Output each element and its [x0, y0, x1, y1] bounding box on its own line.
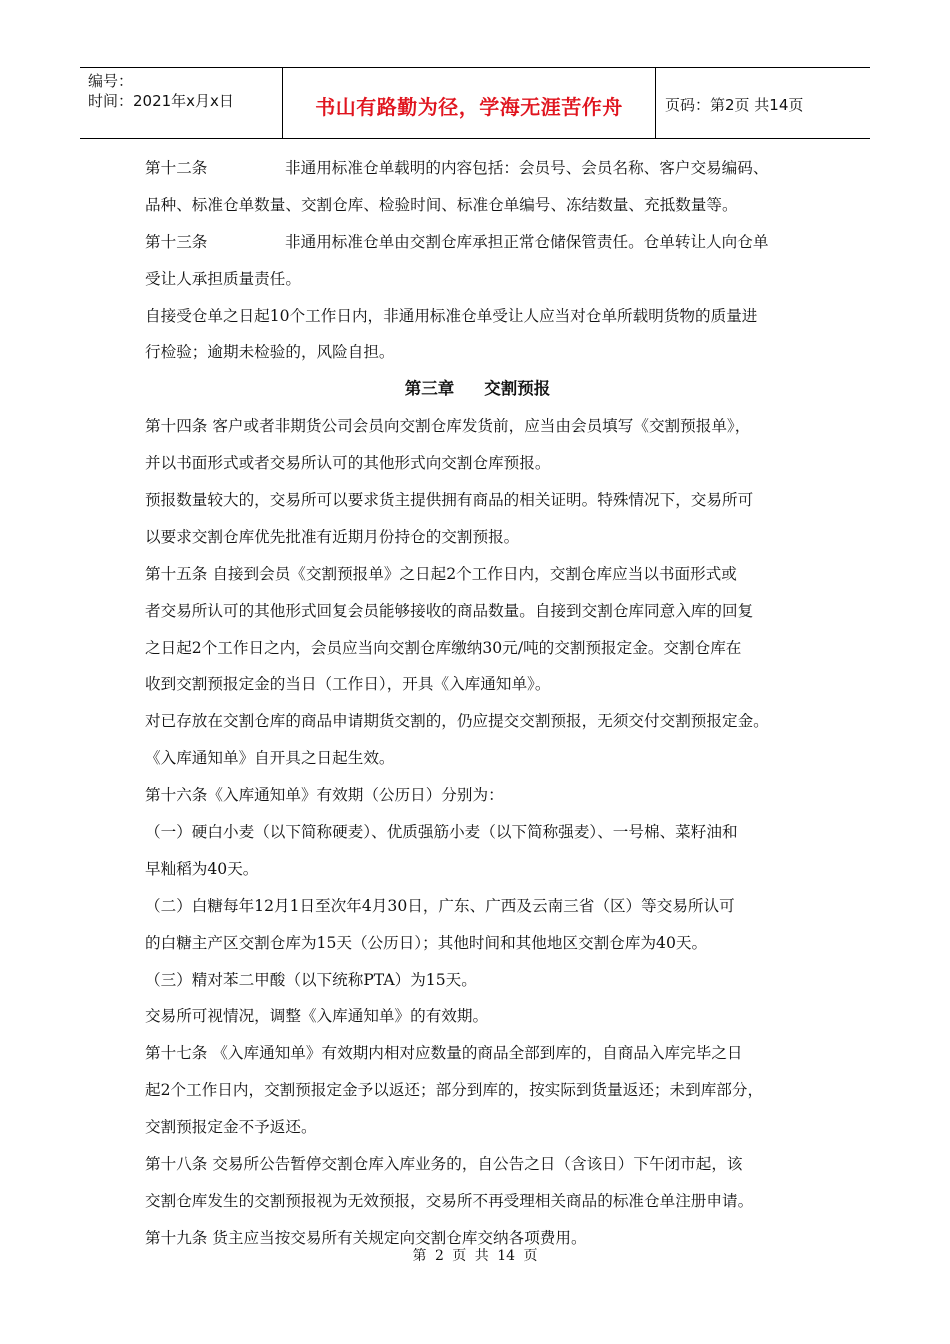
line-text: （二）白糖每年12月1日至次年4月30日，广东、广西及云南三省（区）等交易所认可: [145, 896, 735, 915]
text-line: [145, 1183, 810, 1220]
line-text: 品种、标准仓单数量、交割仓库、检验时间、标准仓单编号、冻结数量、充抵数量等。: [145, 195, 738, 214]
header-page-info: 页码：第2页 共14页: [665, 95, 804, 114]
line-text: 交割仓库发生的交割预报视为无效预报，交易所不再受理相关商品的标准仓单注册申请。: [145, 1191, 754, 1210]
article-number: 第十三条: [145, 232, 208, 251]
line-text: 自接受仓单之日起10个工作日内，非通用标准仓单受让人应当对仓单所载明货物的质量进: [145, 306, 758, 325]
document-header: [80, 67, 870, 139]
line-text: 第十九条 货主应当按交易所有关规定向交割仓库交纳各项费用。: [145, 1228, 587, 1247]
line-text: 者交易所认可的其他形式回复会员能够接收的商品数量。自接到交割仓库同意入库的回复: [145, 601, 754, 620]
chapter-number: 第三章: [404, 379, 455, 399]
line-text: 交割预报定金不予返还。: [145, 1118, 317, 1137]
line-text: （三）精对苯二甲酸（以下统称PTA）为15天。: [145, 970, 477, 989]
page-footer: 第 2 页 共 14 页: [412, 1248, 538, 1264]
line-text: 以要求交割仓库优先批准有近期月份持仓的交割预报。: [145, 527, 520, 546]
text-line: [145, 962, 810, 999]
text-line: [145, 777, 810, 814]
text-line: [145, 1109, 810, 1146]
text-line: [145, 1146, 810, 1183]
text-line: [145, 519, 810, 556]
header-page-cell: [656, 68, 870, 138]
text-line: [145, 814, 810, 851]
header-slogan-cell: [283, 68, 656, 138]
header-meta-cell: [80, 68, 283, 138]
text-line: [145, 1035, 810, 1072]
line-text: 非通用标准仓单由交割仓库承担正常仓储保管责任。仓单转让人向仓单: [285, 232, 769, 251]
line-text: 非通用标准仓单载明的内容包括：会员号、会员名称、客户交易编码、: [285, 159, 769, 177]
line-text: 第十六条《入库通知单》有效期（公历日）分别为：: [145, 786, 504, 805]
line-text: 早籼稻为40天。: [145, 859, 259, 878]
line-text: 行检验；逾期未检验的，风险自担。: [145, 343, 395, 362]
slogan: 书山有路勤为径，学海无涯苦作舟: [315, 94, 623, 119]
chapter-heading: [145, 371, 810, 408]
line-text: 收到交割预报定金的当日（工作日），开具《入库通知单》。: [145, 675, 551, 694]
line-text: 起2个工作日内，交割预报定金予以返还；部分到库的，按实际到货量返还；未到库部分，: [145, 1081, 764, 1100]
text-line: [145, 703, 810, 740]
line-text: 交易所可视情况，调整《入库通知单》的有效期。: [145, 1007, 489, 1026]
text-line: [145, 482, 810, 519]
text-line: [145, 851, 810, 888]
text-line: [145, 630, 810, 667]
text-line: [145, 666, 810, 703]
serial-number-label: 编号：: [88, 72, 134, 90]
text-line: [145, 1072, 810, 1109]
line-text: 对已存放在交割仓库的商品申请期货交割的，仍应提交交割预报，无须交付交割预报定金。: [145, 712, 769, 731]
line-text: 第十五条 自接到会员《交割预报单》之日起2个工作日内，交割仓库应当以书面形式或: [145, 564, 737, 583]
text-line: [145, 593, 810, 630]
text-line: [145, 740, 810, 777]
line-text: 并以书面形式或者交易所认可的其他形式向交割仓库预报。: [145, 454, 551, 473]
line-text: 第十八条 交易所公告暂停交割仓库入库业务的，自公告之日（含该日）下午闭市起，该: [145, 1155, 743, 1174]
article-number: 第十二条: [145, 159, 208, 177]
text-line: [145, 408, 810, 445]
line-text: 第十七条 《入库通知单》有效期内相对应数量的商品全部到库的，自商品入库完毕之日: [145, 1044, 743, 1063]
line-text: 受让人承担质量责任。: [145, 269, 301, 288]
text-line: [145, 187, 810, 224]
text-line: [145, 224, 810, 261]
text-line: [145, 150, 810, 187]
line-text: 《入库通知单》自开具之日起生效。: [145, 749, 395, 768]
line-text: 第十四条 客户或者非期货公司会员向交割仓库发货前，应当由会员填写《交割预报单》，: [145, 417, 751, 436]
line-text: 之日起2个工作日之内，会员应当向交割仓库缴纳30元/吨的交割预报定金。交割仓库在: [145, 638, 742, 657]
text-line: [145, 556, 810, 593]
line-text: （一）硬白小麦（以下简称硬麦）、优质强筋小麦（以下简称强麦）、一号棉、菜籽油和: [145, 823, 738, 842]
text-line: [145, 998, 810, 1035]
text-line: [145, 298, 810, 335]
text-line: [145, 925, 810, 962]
text-line: [145, 888, 810, 925]
text-line: [145, 334, 810, 371]
chapter-title: 交割预报: [484, 379, 551, 399]
line-text: 的白糖主产区交割仓库为15天（公历日）；其他时间和其他地区交割仓库为40天。: [145, 933, 708, 952]
text-line: [145, 445, 810, 482]
line-text: 预报数量较大的，交易所可以要求货主提供拥有商品的相关证明。特殊情况下，交易所可: [145, 491, 754, 510]
text-line: [145, 261, 810, 298]
document-body: [145, 150, 810, 1257]
time-label: 时间：2021年x月x日: [88, 92, 234, 110]
